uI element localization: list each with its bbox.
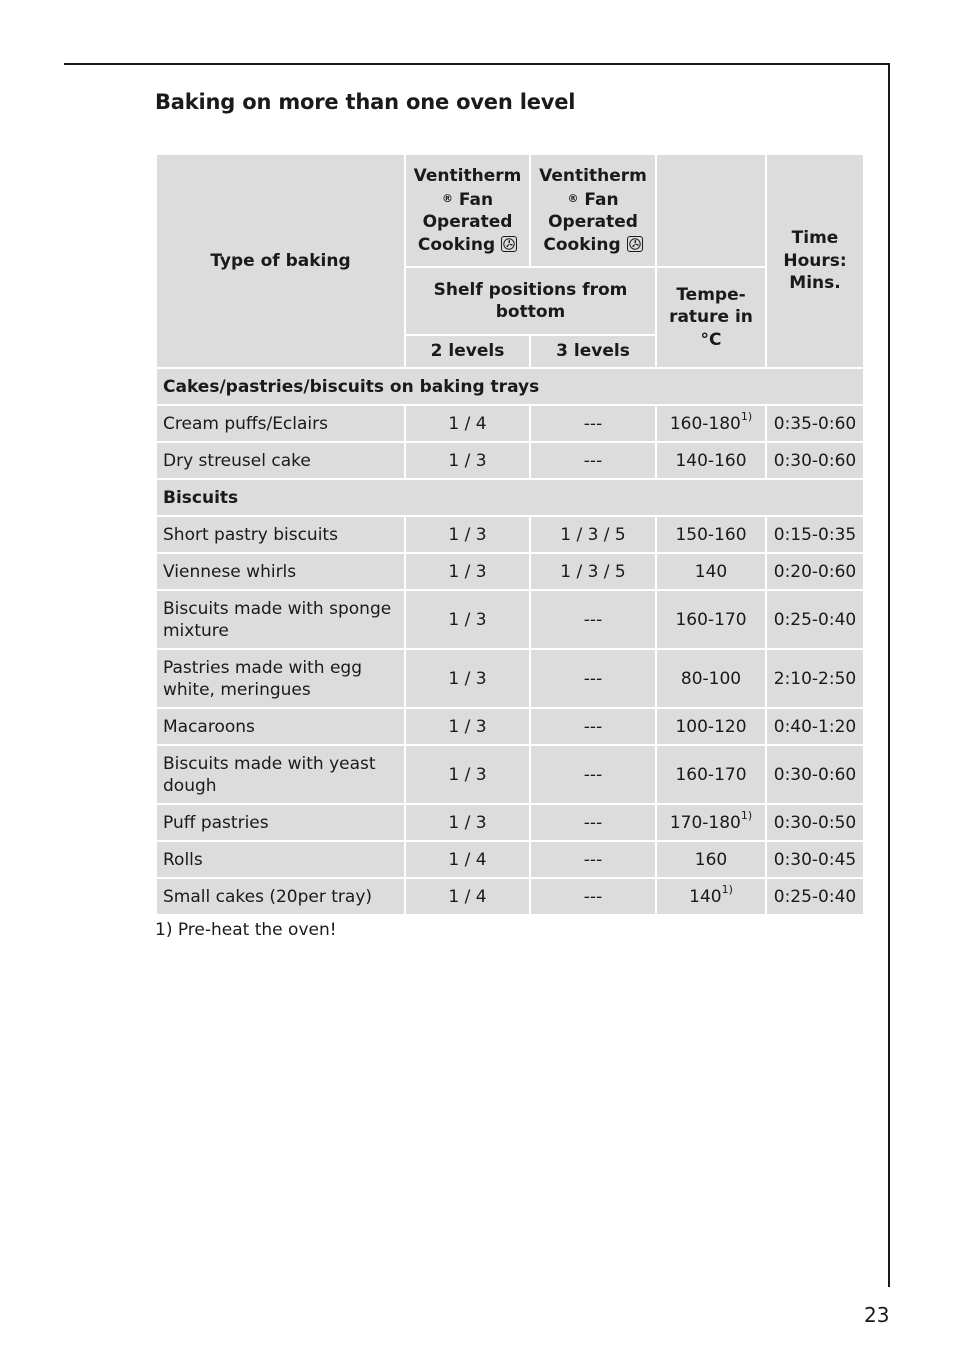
registered-mark: ® xyxy=(441,191,453,205)
baking-table xyxy=(155,153,865,916)
temperature-value: 160-170 xyxy=(675,609,747,630)
table-row xyxy=(156,649,864,708)
shelf-3-levels-cell: --- xyxy=(530,878,656,915)
section-title: Biscuits xyxy=(156,479,864,516)
footnote-marker: 1) xyxy=(740,409,753,423)
temperature-value: 170-180 xyxy=(669,812,741,833)
type-of-baking-cell: Viennese whirls xyxy=(156,553,405,590)
header-operated: Operated xyxy=(548,212,638,232)
type-of-baking-cell: Cream puffs/Eclairs xyxy=(156,405,405,442)
header-fan-word: Fan xyxy=(458,189,494,210)
time-cell: 0:15-0:35 xyxy=(766,516,864,553)
temperature-cell xyxy=(656,553,766,590)
shelf-2-levels-cell: 1 / 3 xyxy=(405,590,530,649)
shelf-3-levels-cell: 1 / 3 / 5 xyxy=(530,516,656,553)
table-row xyxy=(156,553,864,590)
temperature-value: 160 xyxy=(694,849,728,870)
shelf-3-levels-cell: --- xyxy=(530,804,656,841)
right-margin-rule xyxy=(888,63,890,1287)
temperature-cell xyxy=(656,442,766,479)
temperature-cell xyxy=(656,878,766,915)
temperature-cell xyxy=(656,516,766,553)
type-of-baking-cell: Rolls xyxy=(156,841,405,878)
table-row xyxy=(156,516,864,553)
temperature-cell xyxy=(656,745,766,804)
temperature-value: 100-120 xyxy=(675,716,747,737)
section-row xyxy=(156,368,864,405)
type-of-baking-cell: Short pastry biscuits xyxy=(156,516,405,553)
shelf-3-levels-cell: --- xyxy=(530,442,656,479)
shelf-2-levels-cell: 1 / 4 xyxy=(405,841,530,878)
shelf-2-levels-cell: 1 / 3 xyxy=(405,804,530,841)
type-of-baking-cell: Biscuits made with sponge mixture xyxy=(156,590,405,649)
table-row xyxy=(156,878,864,915)
temperature-value: 160-170 xyxy=(675,764,747,785)
section-row xyxy=(156,479,864,516)
page-number: 23 xyxy=(864,1303,890,1327)
time-cell: 0:25-0:40 xyxy=(766,878,864,915)
time-cell: 0:25-0:40 xyxy=(766,590,864,649)
fan-oven-icon xyxy=(627,236,643,252)
time-cell: 0:35-0:60 xyxy=(766,405,864,442)
shelf-3-levels-cell: --- xyxy=(530,745,656,804)
shelf-2-levels-cell: 1 / 3 xyxy=(405,708,530,745)
header-temperature: Tempe-rature in °C xyxy=(656,267,766,368)
temperature-value: 140 xyxy=(694,561,728,582)
header-type-of-baking: Type of baking xyxy=(156,154,405,368)
header-cooking: Cooking xyxy=(417,234,496,255)
type-of-baking-cell: Biscuits made with yeast dough xyxy=(156,745,405,804)
temperature-value: 140-160 xyxy=(675,450,747,471)
shelf-2-levels-cell: 1 / 3 xyxy=(405,516,530,553)
type-of-baking-cell: Macaroons xyxy=(156,708,405,745)
shelf-2-levels-cell: 1 / 4 xyxy=(405,405,530,442)
shelf-2-levels-cell: 1 / 3 xyxy=(405,553,530,590)
footnote: 1) Pre-heat the oven! xyxy=(155,920,337,940)
temperature-cell xyxy=(656,590,766,649)
table-row xyxy=(156,841,864,878)
header-fan-title: Ventitherm xyxy=(539,166,647,186)
header-cooking: Cooking xyxy=(543,234,621,255)
type-of-baking-cell: Puff pastries xyxy=(156,804,405,841)
header-shelf-positions: Shelf positions from bottom xyxy=(405,267,656,335)
fan-oven-icon xyxy=(501,236,517,252)
header-blank xyxy=(656,154,766,267)
time-cell: 0:30-0:50 xyxy=(766,804,864,841)
temperature-cell xyxy=(656,405,766,442)
shelf-2-levels-cell: 1 / 3 xyxy=(405,442,530,479)
time-cell: 0:30-0:60 xyxy=(766,745,864,804)
temperature-cell xyxy=(656,841,766,878)
table-row xyxy=(156,804,864,841)
shelf-3-levels-cell: --- xyxy=(530,841,656,878)
header-3-levels: 3 levels xyxy=(530,335,656,368)
top-rule xyxy=(64,63,890,65)
temperature-value: 140 xyxy=(689,886,722,907)
footnote-marker: 1) xyxy=(721,882,733,896)
temperature-value: 150-160 xyxy=(675,524,747,545)
shelf-3-levels-cell: --- xyxy=(530,405,656,442)
header-operated: Operated xyxy=(422,212,513,232)
header-fan-title: Ventitherm xyxy=(413,166,522,186)
header-fan-word: Fan xyxy=(584,189,619,210)
temperature-value: 160-180 xyxy=(669,413,741,434)
shelf-3-levels-cell: --- xyxy=(530,649,656,708)
temperature-cell xyxy=(656,649,766,708)
table-row xyxy=(156,590,864,649)
shelf-3-levels-cell: 1 / 3 / 5 xyxy=(530,553,656,590)
table-row xyxy=(156,442,864,479)
time-cell: 0:40-1:20 xyxy=(766,708,864,745)
footnote-marker: 1) xyxy=(740,808,753,822)
table-row xyxy=(156,708,864,745)
page-title: Baking on more than one oven level xyxy=(155,90,576,114)
shelf-2-levels-cell: 1 / 4 xyxy=(405,878,530,915)
header-time: Time Hours: Mins. xyxy=(766,154,864,368)
header-2-levels: 2 levels xyxy=(405,335,530,368)
header-fan-2-levels xyxy=(405,154,530,267)
type-of-baking-cell: Dry streusel cake xyxy=(156,442,405,479)
time-cell: 0:20-0:60 xyxy=(766,553,864,590)
section-title: Cakes/pastries/biscuits on baking trays xyxy=(156,368,864,405)
header-fan-3-levels xyxy=(530,154,656,267)
registered-mark: ® xyxy=(567,191,579,205)
type-of-baking-cell: Pastries made with egg white, meringues xyxy=(156,649,405,708)
time-cell: 2:10-2:50 xyxy=(766,649,864,708)
table-row xyxy=(156,405,864,442)
shelf-2-levels-cell: 1 / 3 xyxy=(405,649,530,708)
shelf-3-levels-cell: --- xyxy=(530,708,656,745)
type-of-baking-cell: Small cakes (20per tray) xyxy=(156,878,405,915)
time-cell: 0:30-0:45 xyxy=(766,841,864,878)
temperature-value: 80-100 xyxy=(680,668,742,689)
shelf-3-levels-cell: --- xyxy=(530,590,656,649)
shelf-2-levels-cell: 1 / 3 xyxy=(405,745,530,804)
temperature-cell xyxy=(656,708,766,745)
table-row xyxy=(156,745,864,804)
temperature-cell xyxy=(656,804,766,841)
time-cell: 0:30-0:60 xyxy=(766,442,864,479)
